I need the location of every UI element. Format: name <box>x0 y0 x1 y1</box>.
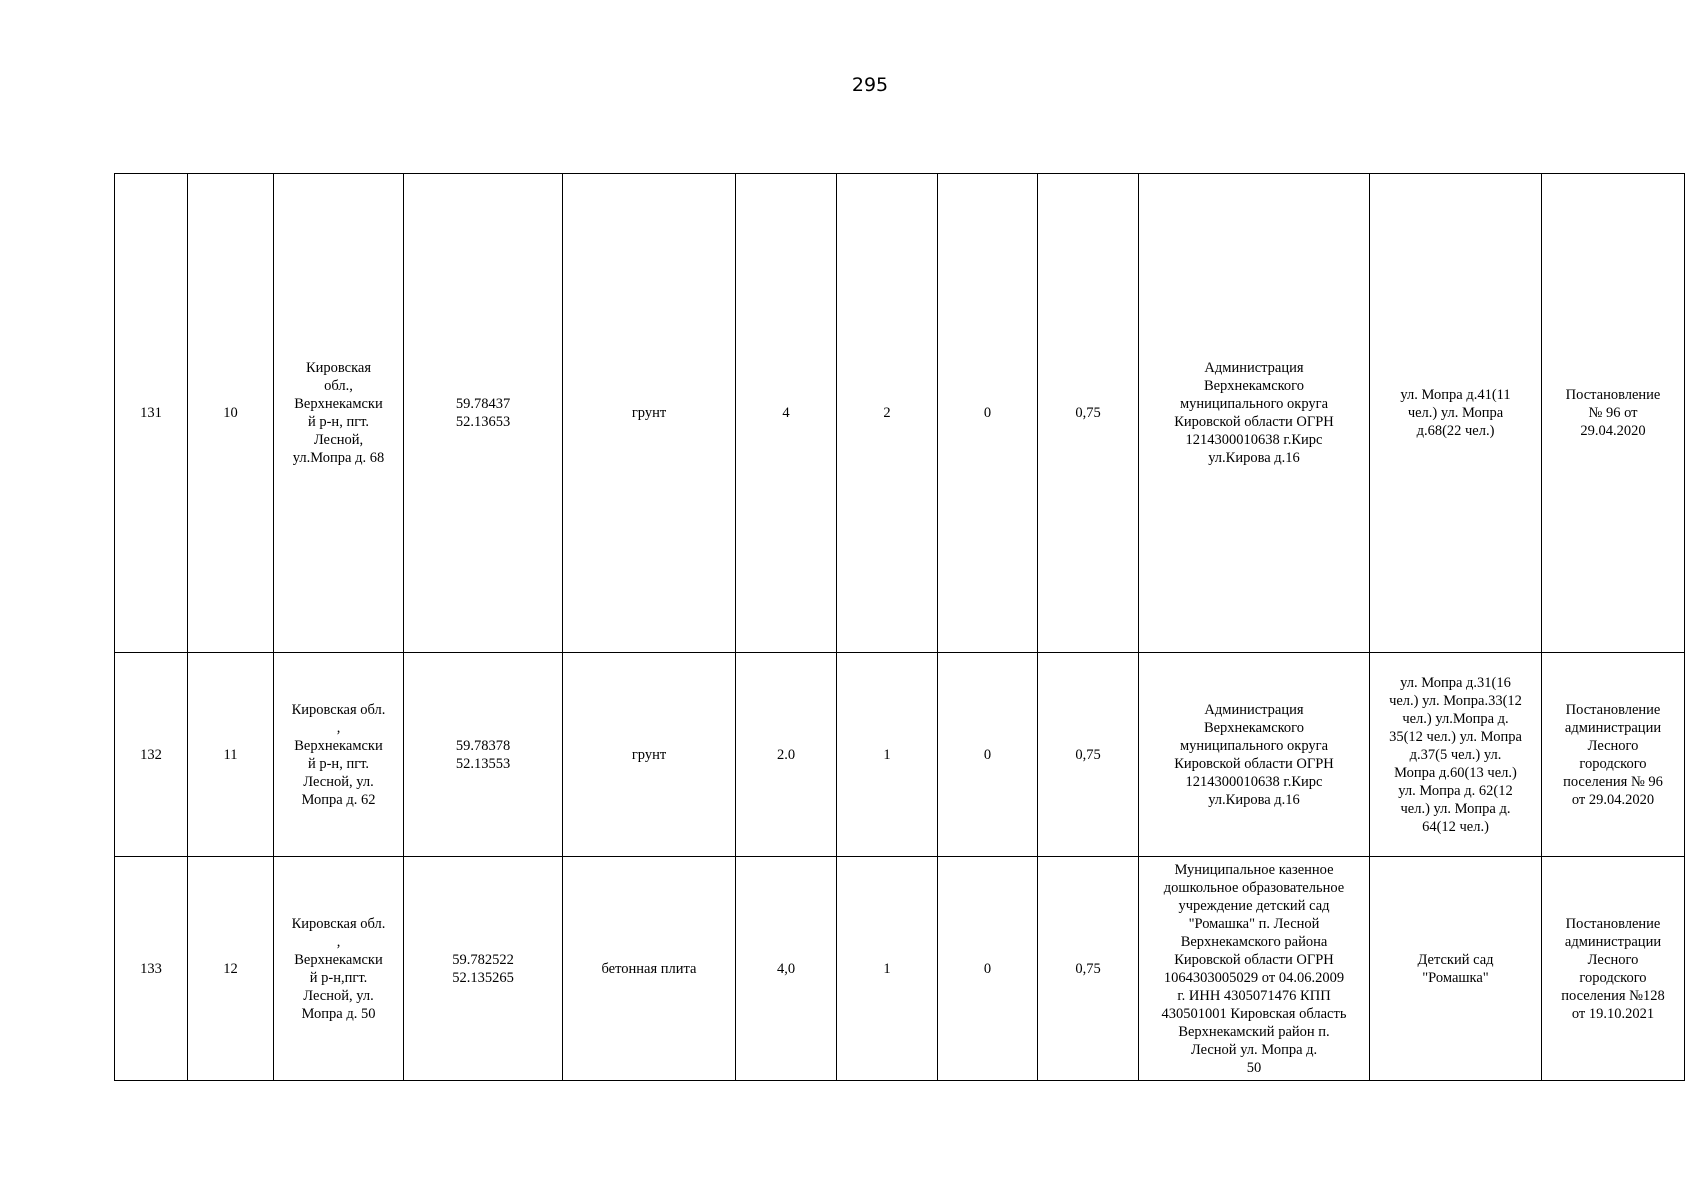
decree: Постановление администрации Лесного городского поселения №128 от 19.10.2021 <box>1542 857 1685 1081</box>
row-number: 131 <box>115 174 188 653</box>
container-count: 1 <box>837 857 938 1081</box>
site-area: 4,0 <box>736 857 837 1081</box>
site-coordinates: 59.78378 52.13553 <box>404 653 563 857</box>
container-volume: 0,75 <box>1038 174 1139 653</box>
surface-type: грунт <box>563 653 736 857</box>
container-count: 2 <box>837 174 938 653</box>
decree: Постановление администрации Лесного городского поселения № 96 от 29.04.2020 <box>1542 653 1685 857</box>
container-volume: 0,75 <box>1038 857 1139 1081</box>
site-area: 4 <box>736 174 837 653</box>
site-owner: Администрация Верхнекамского муниципального округа Кировской области ОГРН 1214300010638 г.Кирс ул.Кирова д.16 <box>1139 174 1370 653</box>
planned-container-count: 0 <box>938 174 1038 653</box>
waste-sources: ул. Мопра д.41(11 чел.) ул. Мопра д.68(22 чел.) <box>1370 174 1542 653</box>
row-number: 133 <box>115 857 188 1081</box>
row-sub-number: 11 <box>188 653 274 857</box>
page-number: 295 <box>851 74 889 96</box>
decree: Постановление № 96 от 29.04.2020 <box>1542 174 1685 653</box>
site-address: Кировская обл. , Верхнекамски й р-н, пгт. Лесной, ул. Мопра д. 62 <box>274 653 404 857</box>
site-area: 2.0 <box>736 653 837 857</box>
waste-sources: Детский сад "Ромашка" <box>1370 857 1542 1081</box>
site-owner: Муниципальное казенное дошкольное образовательное учреждение детский сад "Ромашка" п. Лесной Верхнекамского района Кировской области ОГРН 1064303005029 от 04.06.2009 г. ИНН 4305071476 КПП 430501001 Кировская область Верхнекамский район п. Лесной ул. Мопра д. 50 <box>1139 857 1370 1081</box>
waste-sources: ул. Мопра д.31(16 чел.) ул. Мопра.33(12 чел.) ул.Мопра д. 35(12 чел.) ул. Мопра д.37(5 чел.) ул. Мопра д.60(13 чел.) ул. Мопра д. 62(12 чел.) ул. Мопра д. 64(12 чел.) <box>1370 653 1542 857</box>
site-owner: Администрация Верхнекамского муниципального округа Кировской области ОГРН 1214300010638 г.Кирс ул.Кирова д.16 <box>1139 653 1370 857</box>
row-number: 132 <box>115 653 188 857</box>
row-sub-number: 12 <box>188 857 274 1081</box>
surface-type: бетонная плита <box>563 857 736 1081</box>
row-sub-number: 10 <box>188 174 274 653</box>
table-row <box>115 857 1685 1081</box>
site-coordinates: 59.78437 52.13653 <box>404 174 563 653</box>
waste-sites-table <box>114 173 1685 1081</box>
site-coordinates: 59.782522 52.135265 <box>404 857 563 1081</box>
planned-container-count: 0 <box>938 857 1038 1081</box>
table-row <box>115 653 1685 857</box>
container-volume: 0,75 <box>1038 653 1139 857</box>
surface-type: грунт <box>563 174 736 653</box>
site-address: Кировская обл. , Верхнекамски й р-н,пгт. Лесной, ул. Мопра д. 50 <box>274 857 404 1081</box>
table-row <box>115 174 1685 653</box>
planned-container-count: 0 <box>938 653 1038 857</box>
container-count: 1 <box>837 653 938 857</box>
site-address: Кировская обл., Верхнекамски й р-н, пгт. Лесной, ул.Мопра д. 68 <box>274 174 404 653</box>
